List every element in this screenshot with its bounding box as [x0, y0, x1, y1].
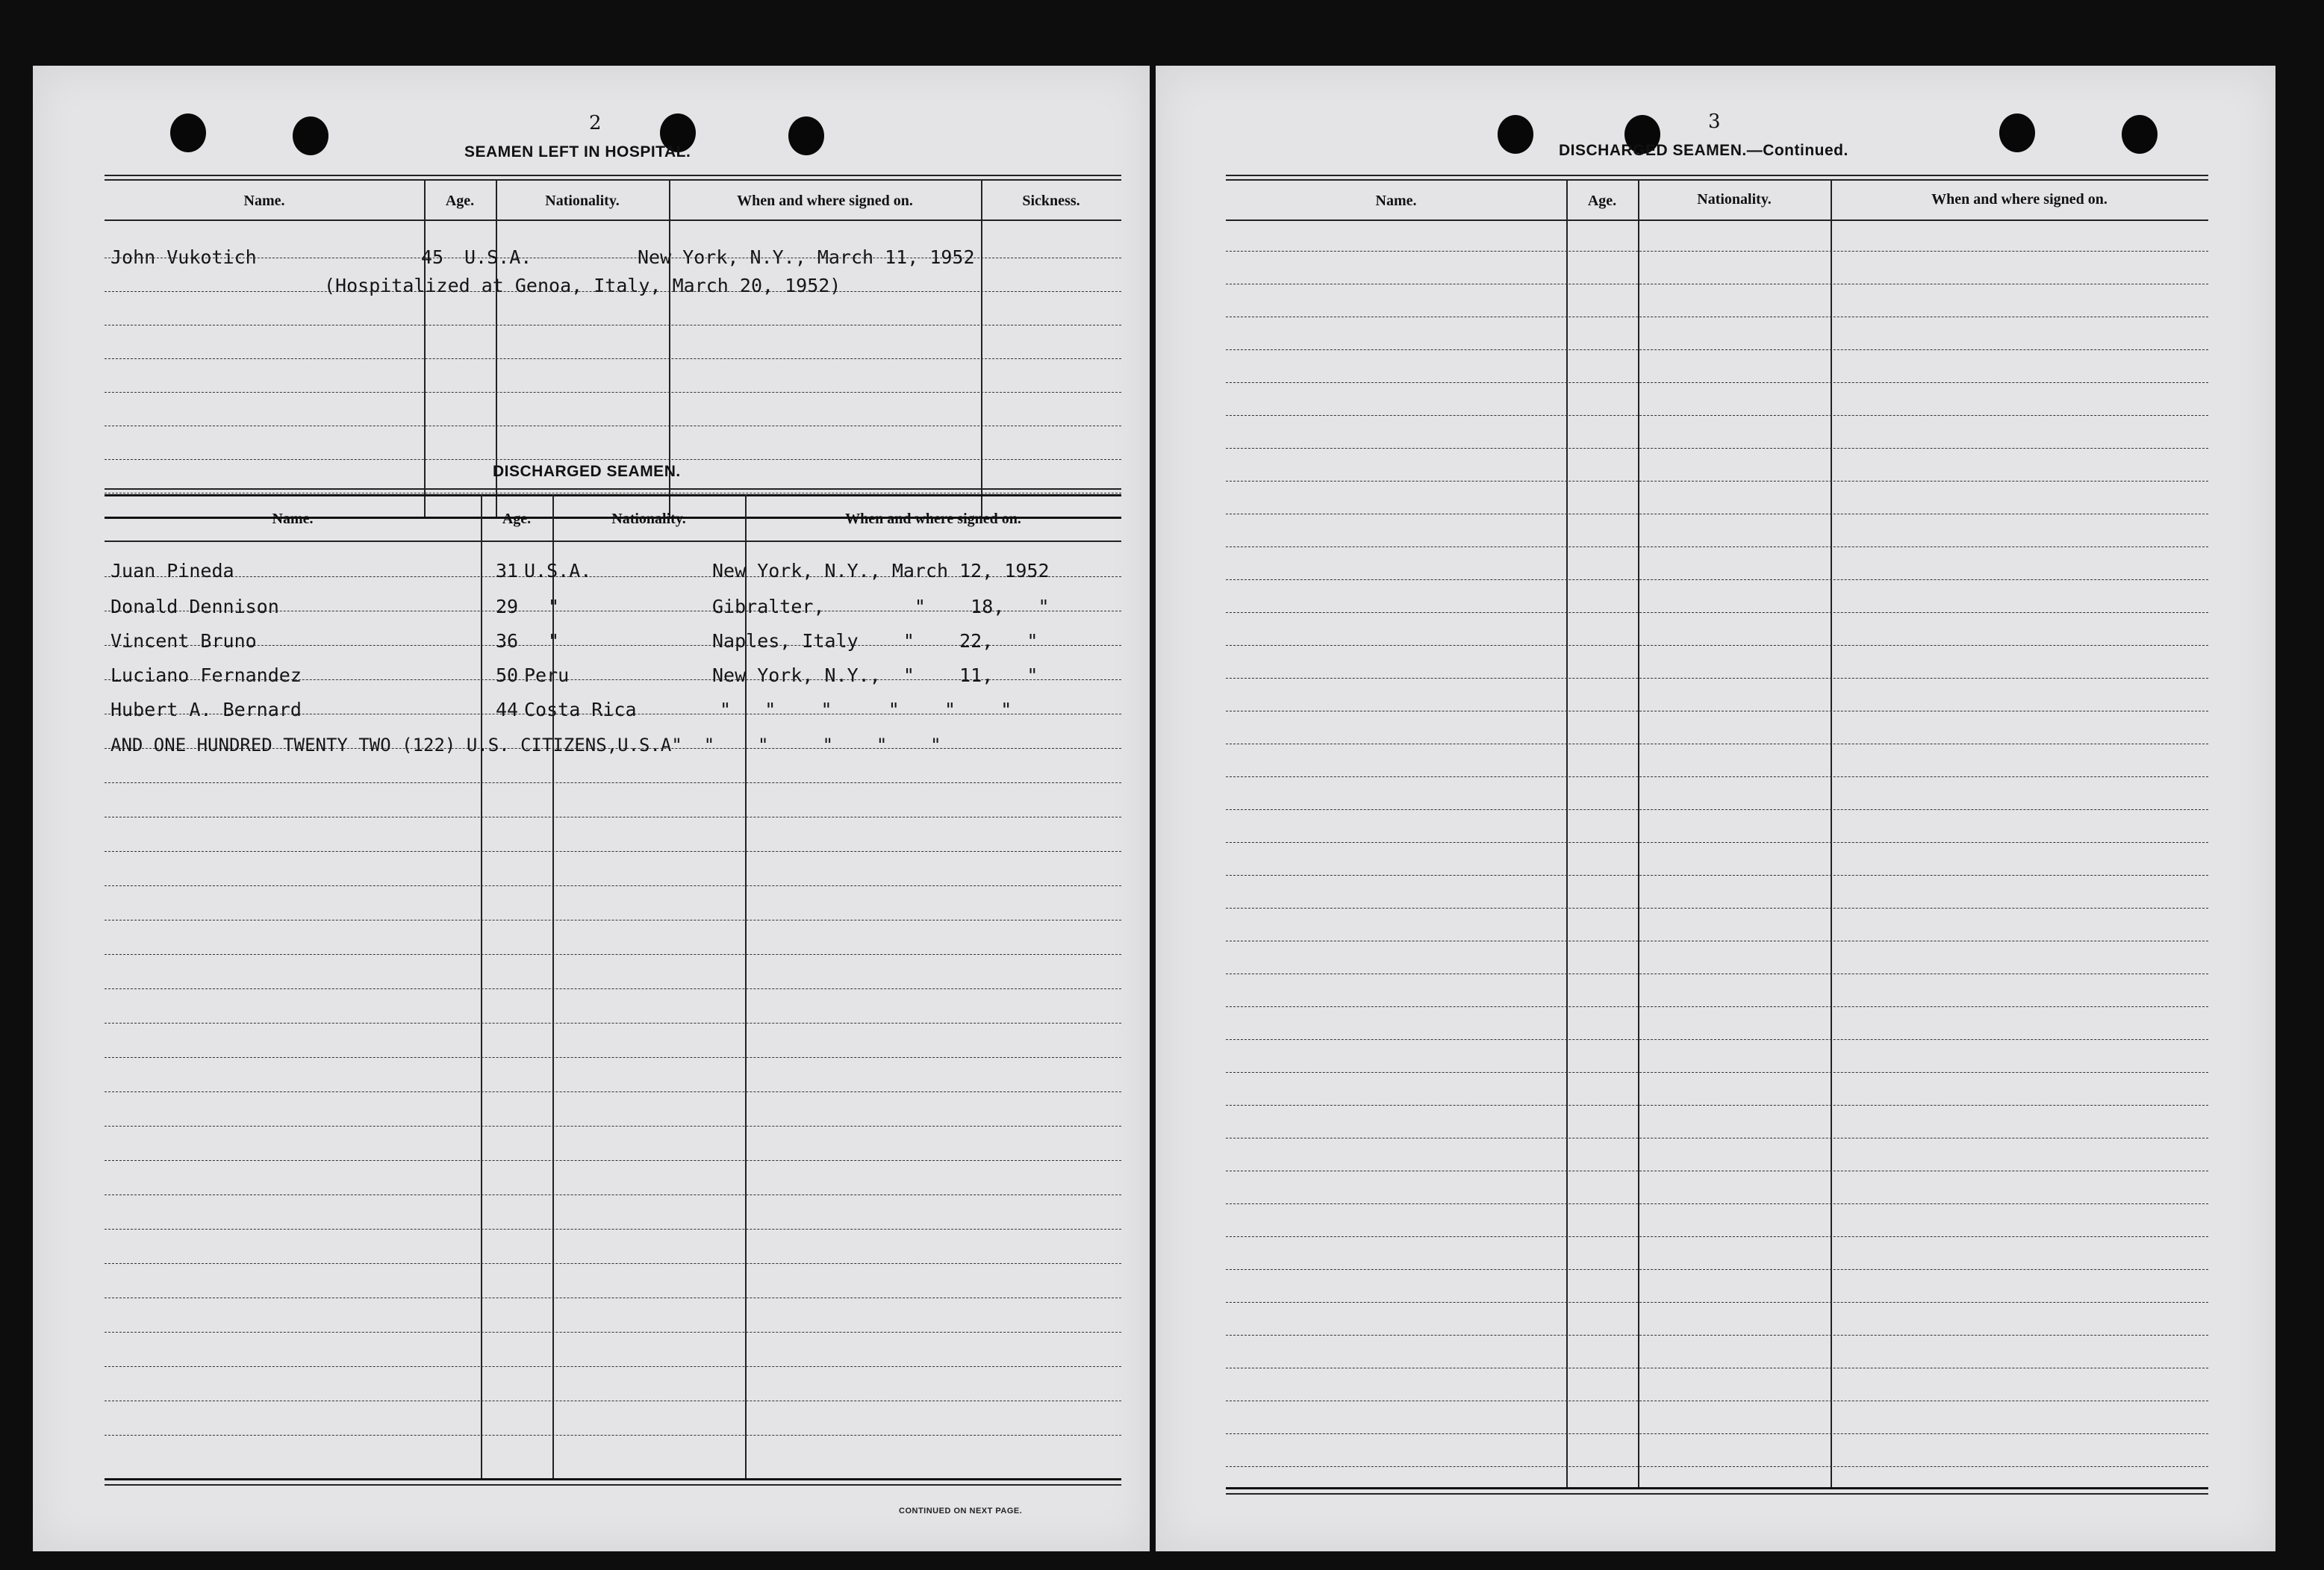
- row-2-place: Gibralter, " 18, ": [712, 596, 1050, 617]
- right-page: [1156, 66, 2275, 1551]
- header-age: Age.: [1587, 193, 1617, 209]
- summary-line: AND ONE HUNDRED TWENTY TWO (122) U.S. CITIZENS,U.S.A" " " " " ": [110, 735, 941, 756]
- discharged-section-title: DISCHARGED SEAMEN.: [493, 463, 681, 480]
- row-4-name: Luciano Fernandez: [110, 664, 302, 686]
- row-3-place: Naples, Italy " 22, ": [712, 630, 1038, 652]
- row-5-age: 44: [496, 699, 519, 720]
- header-signed-on: When and where signed on.: [737, 193, 913, 209]
- punch-hole: [2122, 115, 2158, 154]
- page-number: 2: [589, 112, 602, 134]
- header-signed-on: When and where signed on.: [1931, 191, 2108, 208]
- header-sickness: Sickness.: [1022, 193, 1080, 209]
- table-top-rule: [105, 175, 1121, 176]
- punch-hole: [1999, 113, 2035, 152]
- punch-hole: [170, 113, 206, 152]
- row-1-place: New York, N.Y., March 12, 1952: [712, 560, 1050, 582]
- page-number: 3: [1708, 110, 1721, 133]
- header-signed-on: When and where signed on.: [845, 511, 1021, 527]
- continued-table: [1226, 179, 2208, 1487]
- header-age: Age.: [445, 193, 475, 209]
- hospital-name: John Vukotich: [110, 246, 257, 268]
- row-5-place: " " " " " ": [720, 699, 1012, 720]
- row-4-place: New York, N.Y., " 11, ": [712, 664, 1038, 686]
- row-2-name: Donald Dennison: [110, 596, 279, 617]
- row-1-age: 31: [496, 560, 519, 582]
- row-5-nationality: Costa Rica: [524, 699, 637, 720]
- row-3-nationality: ": [548, 630, 560, 652]
- row-4-age: 50: [496, 664, 519, 686]
- row-1-nationality: U.S.A.: [524, 560, 592, 582]
- header-nationality: Nationality.: [545, 193, 620, 209]
- punch-hole: [293, 116, 328, 155]
- header-name: Name.: [243, 193, 285, 209]
- continued-note: CONTINUED ON NEXT PAGE.: [899, 1507, 1023, 1516]
- row-2-nationality: ": [548, 596, 560, 617]
- punch-hole: [788, 116, 824, 155]
- row-4-nationality: Peru: [524, 664, 570, 686]
- table-bottom-rule: [105, 1484, 1121, 1486]
- table-top-rule: [1226, 175, 2208, 176]
- header-name: Name.: [272, 511, 314, 527]
- hospital-section-title: SEAMEN LEFT IN HOSPITAL.: [464, 143, 691, 161]
- header-nationality: Nationality.: [611, 511, 686, 527]
- table-bottom-rule: [105, 1478, 1121, 1480]
- table-bottom-rule: [1226, 1487, 2208, 1489]
- hospital-signed-on: New York, N.Y., March 11, 1952: [638, 246, 975, 268]
- header-nationality: Nationality.: [1697, 191, 1772, 208]
- row-3-age: 36: [496, 630, 519, 652]
- hospital-note: (Hospitalized at Genoa, Italy, March 20, 1952): [324, 275, 841, 296]
- row-5-name: Hubert A. Bernard: [110, 699, 302, 720]
- header-name: Name.: [1375, 193, 1417, 209]
- row-3-name: Vincent Bruno: [110, 630, 257, 652]
- table-top-rule: [105, 488, 1121, 490]
- row-2-age: 29: [496, 596, 519, 617]
- row-1-name: Juan Pineda: [110, 560, 234, 582]
- hospital-nationality: U.S.A.: [464, 246, 532, 268]
- hospital-age: 45: [421, 246, 444, 268]
- left-page: [33, 66, 1150, 1551]
- header-age: Age.: [502, 511, 532, 527]
- continued-section-title: DISCHARGED SEAMEN.—Continued.: [1559, 142, 1848, 159]
- table-bottom-rule: [1226, 1493, 2208, 1495]
- punch-hole: [1498, 115, 1533, 154]
